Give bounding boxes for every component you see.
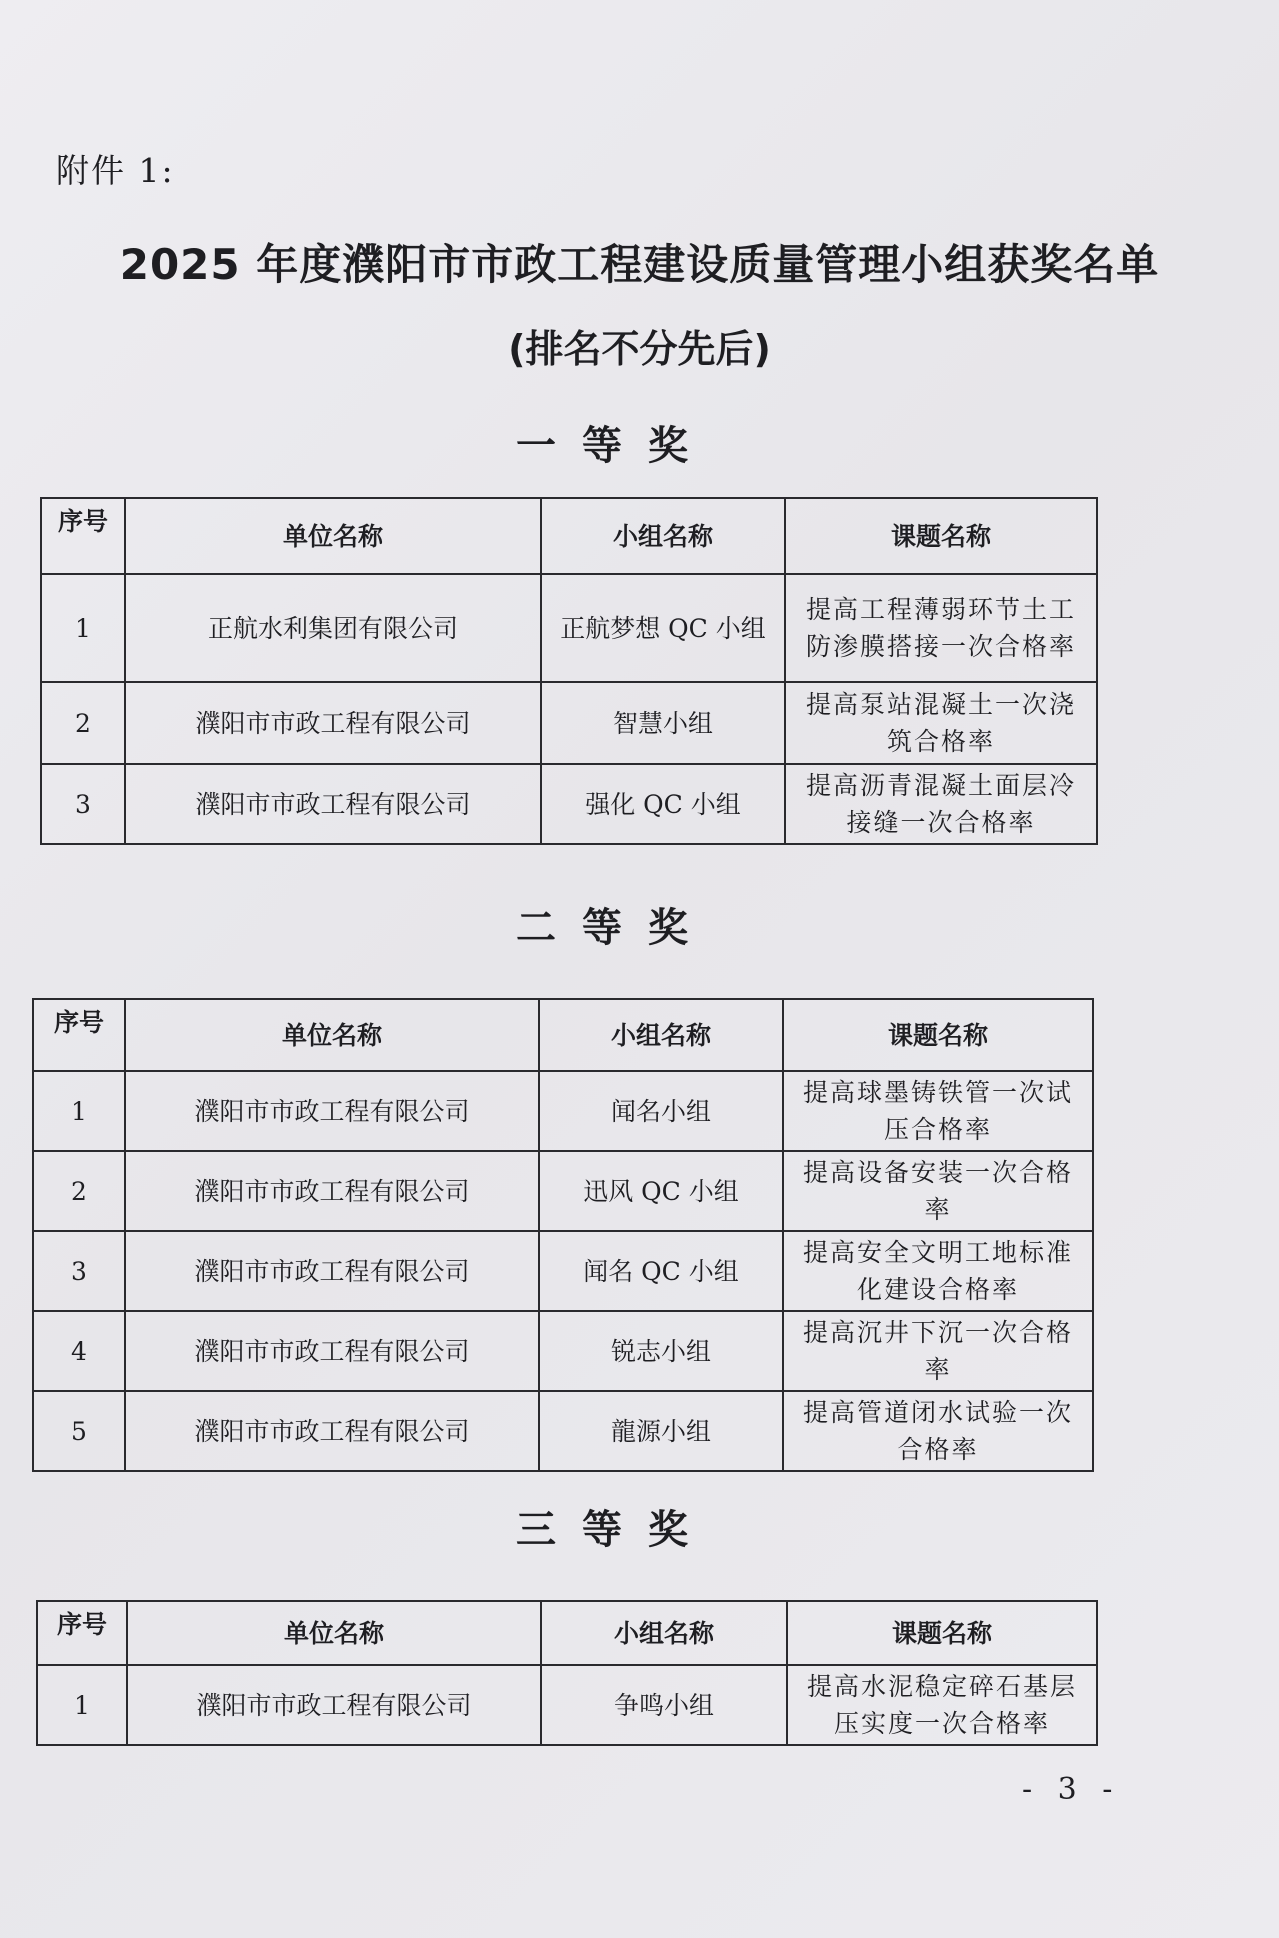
attachment-label: 附件 1: bbox=[56, 151, 175, 190]
cell-topic: 提高设备安装一次合格率 bbox=[783, 1151, 1093, 1231]
document-title: 2025 年度濮阳市市政工程建设质量管理小组获奖名单 bbox=[119, 240, 1160, 289]
header-topic: 课题名称 bbox=[787, 1601, 1097, 1665]
cell-topic: 提高泵站混凝土一次浇筑合格率 bbox=[785, 682, 1097, 764]
award-table-first bbox=[40, 497, 1098, 845]
header-seq: 序号 bbox=[37, 1601, 127, 1665]
header-topic: 课题名称 bbox=[783, 999, 1093, 1071]
cell-unit: 濮阳市市政工程有限公司 bbox=[125, 764, 541, 844]
cell-topic: 提高水泥稳定碎石基层压实度一次合格率 bbox=[787, 1665, 1097, 1745]
header-seq: 序号 bbox=[41, 498, 125, 574]
header-group: 小组名称 bbox=[539, 999, 783, 1071]
cell-topic: 提高工程薄弱环节土工防渗膜搭接一次合格率 bbox=[785, 574, 1097, 682]
table-row bbox=[41, 682, 1097, 764]
table-row bbox=[33, 1391, 1093, 1471]
cell-seq: 4 bbox=[33, 1311, 125, 1391]
table-header-row bbox=[41, 498, 1097, 574]
cell-unit: 正航水利集团有限公司 bbox=[125, 574, 541, 682]
prize-heading-first: 一等奖 bbox=[516, 423, 714, 469]
cell-unit: 濮阳市市政工程有限公司 bbox=[125, 1391, 539, 1471]
cell-topic: 提高沥青混凝土面层冷接缝一次合格率 bbox=[785, 764, 1097, 844]
cell-seq: 2 bbox=[41, 682, 125, 764]
cell-topic: 提高沉井下沉一次合格率 bbox=[783, 1311, 1093, 1391]
cell-unit: 濮阳市市政工程有限公司 bbox=[125, 682, 541, 764]
prize-heading-second: 二等奖 bbox=[516, 905, 714, 951]
header-group: 小组名称 bbox=[541, 1601, 787, 1665]
cell-group: 龍源小组 bbox=[539, 1391, 783, 1471]
award-table-second bbox=[32, 998, 1094, 1472]
cell-group: 迅风 QC 小组 bbox=[539, 1151, 783, 1231]
table-header-row bbox=[33, 999, 1093, 1071]
cell-group: 争鸣小组 bbox=[541, 1665, 787, 1745]
table-row bbox=[41, 574, 1097, 682]
cell-seq: 1 bbox=[33, 1071, 125, 1151]
cell-unit: 濮阳市市政工程有限公司 bbox=[125, 1311, 539, 1391]
cell-topic: 提高安全文明工地标准化建设合格率 bbox=[783, 1231, 1093, 1311]
cell-topic: 提高球墨铸铁管一次试压合格率 bbox=[783, 1071, 1093, 1151]
table-row bbox=[37, 1665, 1097, 1745]
cell-group: 闻名小组 bbox=[539, 1071, 783, 1151]
cell-seq: 1 bbox=[41, 574, 125, 682]
award-table-third bbox=[36, 1600, 1098, 1746]
header-unit: 单位名称 bbox=[125, 498, 541, 574]
table-row bbox=[33, 1311, 1093, 1391]
cell-group: 闻名 QC 小组 bbox=[539, 1231, 783, 1311]
cell-group: 锐志小组 bbox=[539, 1311, 783, 1391]
cell-seq: 5 bbox=[33, 1391, 125, 1471]
table-row bbox=[33, 1231, 1093, 1311]
header-group: 小组名称 bbox=[541, 498, 785, 574]
header-seq: 序号 bbox=[33, 999, 125, 1071]
table-header-row bbox=[37, 1601, 1097, 1665]
prize-heading-third: 三等奖 bbox=[516, 1507, 714, 1553]
cell-seq: 3 bbox=[41, 764, 125, 844]
header-topic: 课题名称 bbox=[785, 498, 1097, 574]
cell-group: 正航梦想 QC 小组 bbox=[541, 574, 785, 682]
cell-unit: 濮阳市市政工程有限公司 bbox=[125, 1151, 539, 1231]
document-subtitle: (排名不分先后) bbox=[508, 327, 771, 371]
cell-group: 强化 QC 小组 bbox=[541, 764, 785, 844]
cell-seq: 2 bbox=[33, 1151, 125, 1231]
header-unit: 单位名称 bbox=[127, 1601, 541, 1665]
table-row bbox=[33, 1151, 1093, 1231]
table-row bbox=[41, 764, 1097, 844]
cell-unit: 濮阳市市政工程有限公司 bbox=[127, 1665, 541, 1745]
cell-group: 智慧小组 bbox=[541, 682, 785, 764]
table-row bbox=[33, 1071, 1093, 1151]
cell-unit: 濮阳市市政工程有限公司 bbox=[125, 1071, 539, 1151]
cell-seq: 3 bbox=[33, 1231, 125, 1311]
cell-seq: 1 bbox=[37, 1665, 127, 1745]
page-number: - 3 - bbox=[1022, 1772, 1121, 1807]
cell-topic: 提高管道闭水试验一次合格率 bbox=[783, 1391, 1093, 1471]
cell-unit: 濮阳市市政工程有限公司 bbox=[125, 1231, 539, 1311]
header-unit: 单位名称 bbox=[125, 999, 539, 1071]
